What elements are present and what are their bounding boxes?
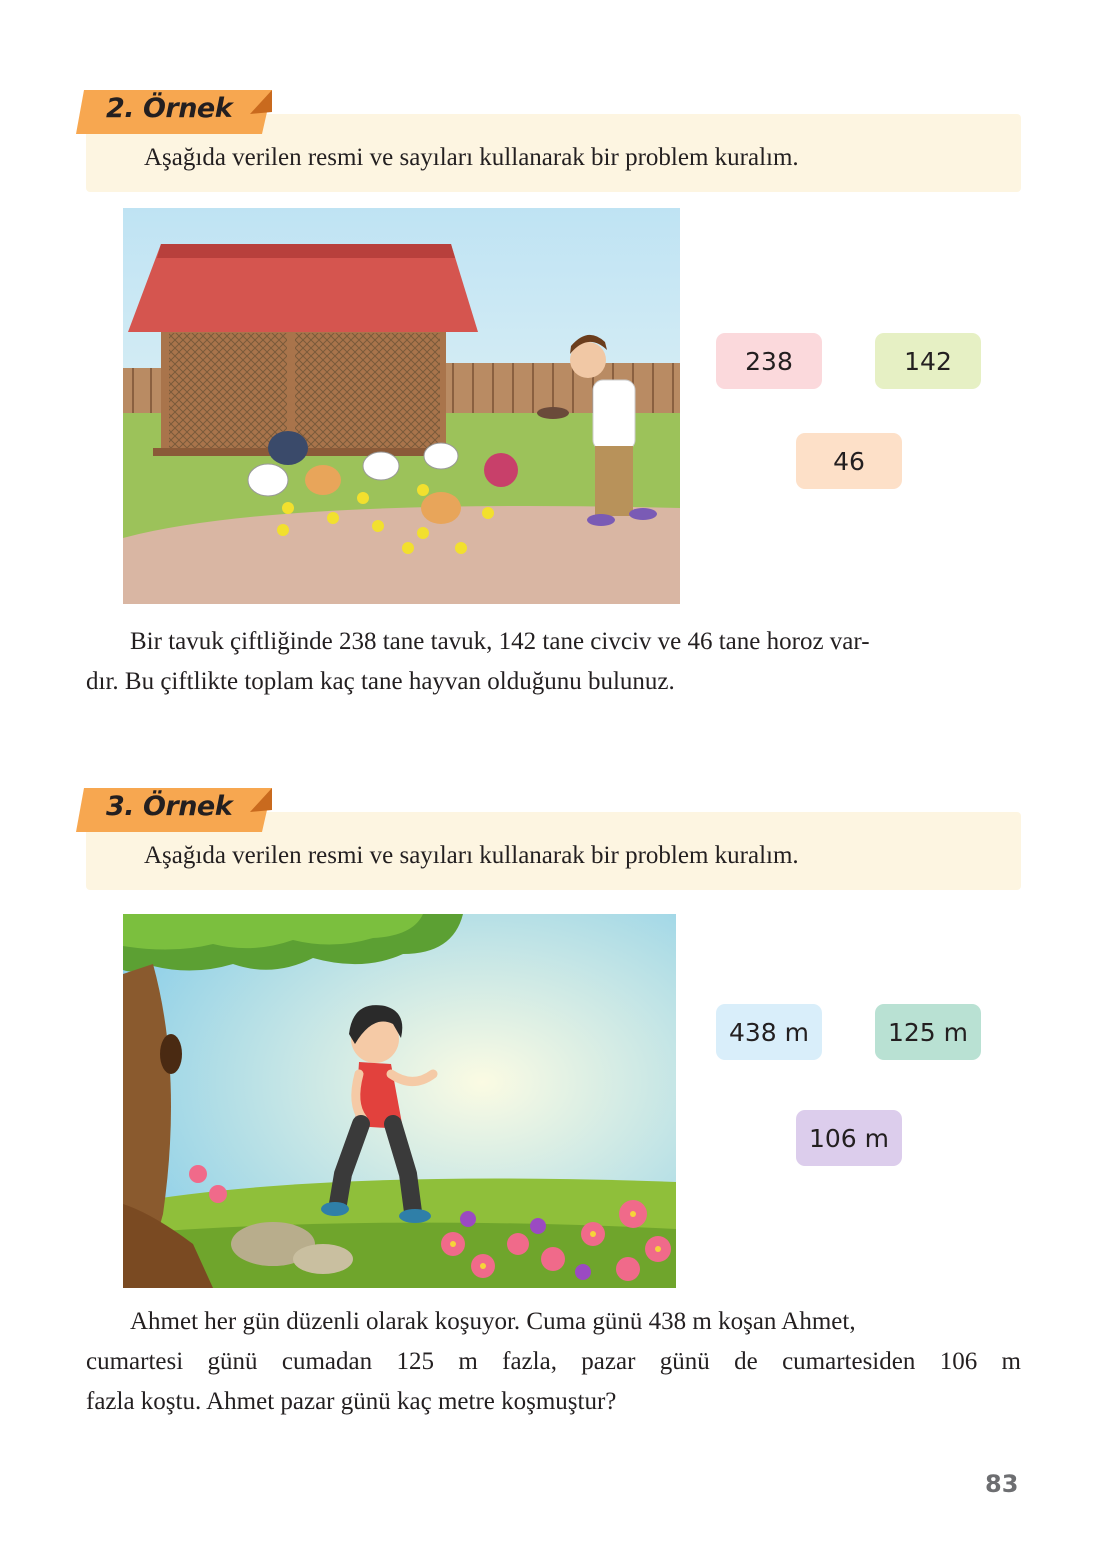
chicken-farm-illustration (123, 208, 680, 604)
number-chip-46: 46 (796, 433, 902, 489)
number-chip-125-m: 125 m (875, 1004, 981, 1060)
example-3-instruction: Aşağıda verilen resmi ve sayıları kullanarak bir problem kuralım. (144, 842, 799, 869)
number-chip-142: 142 (875, 333, 981, 389)
example-3-problem-line-2: cumartesi günü cumadan 125 m fazla, pazar günü de cumartesiden 106 m (86, 1348, 1021, 1375)
number-chip-106-m: 106 m (796, 1110, 902, 1166)
example-2-tag (76, 90, 276, 136)
example-2-label: 2. Örnek (106, 93, 233, 124)
page-number: 83 (985, 1470, 1019, 1498)
example-3-problem-line-3: fazla koştu. Ahmet pazar günü kaç metre koşmuştur? (86, 1388, 617, 1415)
example-3-label: 3. Örnek (106, 791, 233, 822)
number-chip-438-m: 438 m (716, 1004, 822, 1060)
example-2-instruction: Aşağıda verilen resmi ve sayıları kullanarak bir problem kuralım. (144, 144, 799, 171)
number-chip-238: 238 (716, 333, 822, 389)
example-3-problem (86, 1302, 1021, 1422)
example-2-problem (86, 622, 1021, 702)
example-2-problem-line-2: dır. Bu çiftlikte toplam kaç tane hayvan olduğunu bulunuz. (86, 668, 675, 695)
example-3-tag (76, 788, 276, 834)
example-2-problem-line-1: Bir tavuk çiftliğinde 238 tane tavuk, 142 tane civciv ve 46 tane horoz var- (130, 628, 870, 655)
example-3-problem-line-1: Ahmet her gün düzenli olarak koşuyor. Cuma günü 438 m koşan Ahmet, (130, 1308, 856, 1335)
running-boy-illustration (123, 914, 676, 1288)
